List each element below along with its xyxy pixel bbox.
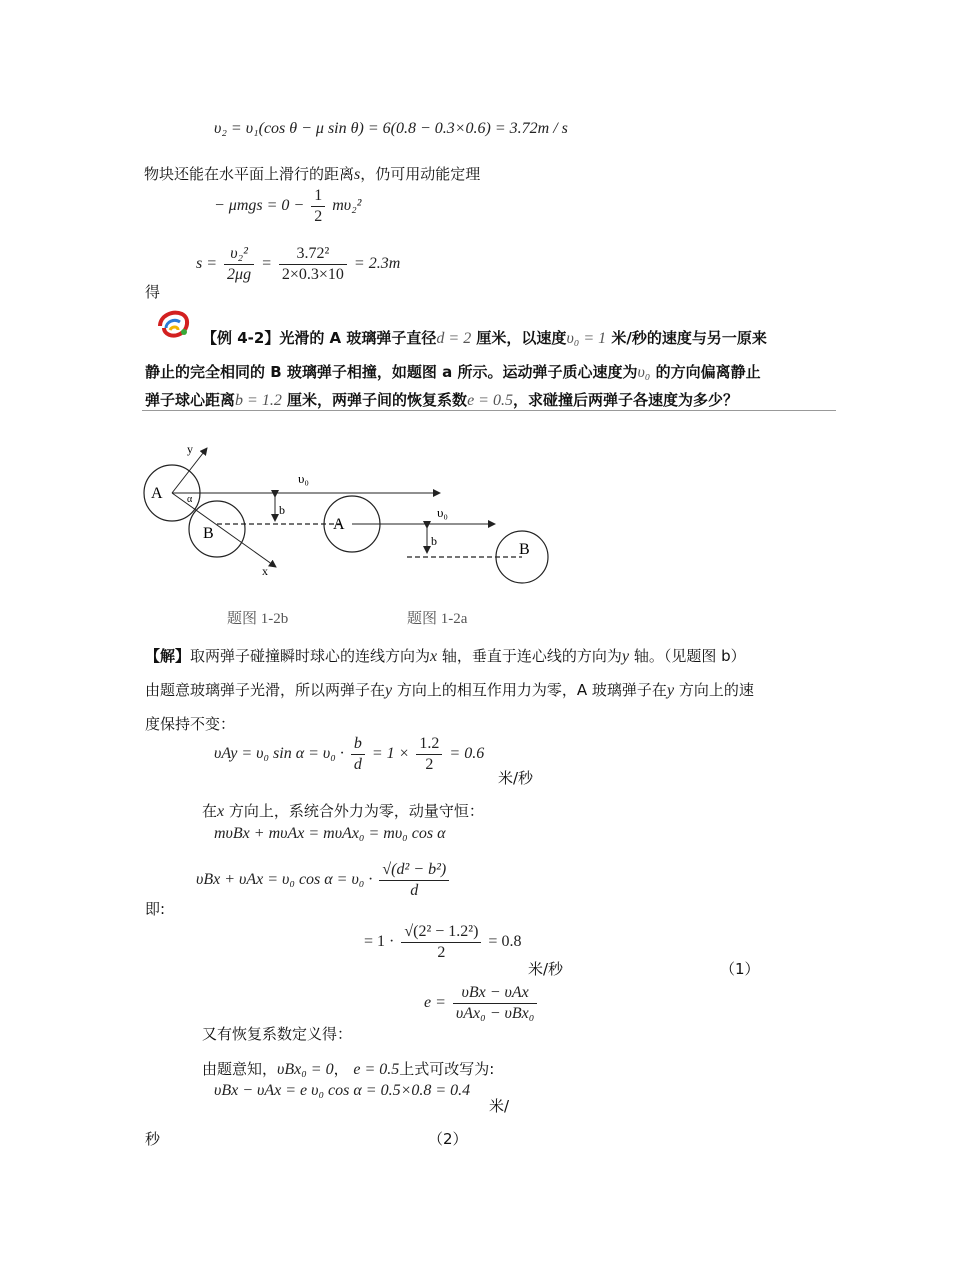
paragraph-known: 由题意知，υBx₀ = 0， e = 0.5上式可改写为: — [202, 1060, 495, 1078]
unit-m-slash: 米/ — [489, 1097, 510, 1115]
equation-s — [196, 244, 400, 285]
divider — [142, 410, 836, 411]
label-b-dist-a: b — [431, 534, 437, 548]
slide-text: 物块还能在水平面上滑行的距离 — [144, 165, 355, 183]
solution-line-2: 由题意玻璃弹子光滑，所以两弹子在y 方向上的相互作用力为零，A 玻璃弹子在y 方向上的速 — [145, 681, 754, 699]
paragraph-definition: 又有恢复系数定义得： — [202, 1025, 353, 1043]
energy-fraction: $\frac{1}{2}$ — [311, 186, 325, 227]
equation-number-2: （2） — [428, 1130, 468, 1148]
example-line-3: 弹子球心距离b = 1.2 厘米，两弹子间的恢复系数e = 0.5，求碰撞后两弹子各速度为多少？ — [145, 391, 738, 409]
equation-momentum: mυBx + mυAx = mυAx₀ = mυ₀ cos α — [214, 825, 446, 842]
example-d-value: d = 2 — [436, 330, 472, 347]
equation-energy — [214, 186, 361, 227]
label-y: y — [187, 442, 193, 456]
energy-left: − μmgs = 0 − — [214, 197, 305, 215]
s-eq: = — [261, 255, 272, 273]
caption-fig-a: 题图 1-2a — [407, 611, 468, 627]
equation-restitution: e = $\frac{\text{υBx − υAx}}{\text{υAx₀ − υBx₀}}$ — [424, 983, 540, 1024]
s-right: = 2.3m — [353, 255, 401, 273]
s-left: s = — [196, 255, 218, 273]
example-b-value: b = 1.2 — [235, 392, 282, 409]
collision-figure — [135, 440, 575, 630]
solution-line-3: 度保持不变： — [145, 715, 236, 733]
solution-line-1: 【解】取两弹子碰撞瞬时球心的连线方向为x 轴，垂直于连心线的方向为y 轴。（见题图 b） — [145, 647, 746, 665]
label-ji: 即: — [145, 900, 166, 918]
unit-s: 秒 — [145, 1130, 161, 1148]
s-fraction-2: $\frac{\text{3.72²}}{2\times 0.3\times 10}$ — [279, 244, 347, 285]
slide-var-s: s — [354, 166, 361, 183]
label-b-dist-b: b — [279, 503, 285, 517]
unit-ms-2: 米/秒 — [528, 960, 564, 978]
s-fraction-1: $\frac{\text{υ₂²}}{2\mu g}$ — [224, 244, 254, 285]
ball-b-b — [189, 501, 245, 557]
energy-right: mυ₂² — [332, 197, 362, 215]
paragraph-x-direction: 在x 方向上，系统合外力为零，动量守恒： — [202, 802, 484, 820]
label-x: x — [262, 564, 268, 578]
paragraph-slide-distance — [144, 163, 480, 184]
label-alpha: α — [187, 494, 193, 505]
equation-sum: υBx + υAx = υ₀ cos α = υ₀ · $\frac{\text{√(d² − b²)}}{d}$ — [196, 860, 452, 901]
example-v0b: υ₀ — [637, 364, 651, 381]
slide-text-tail: ，仍可用动能定理 — [360, 165, 481, 183]
unit-ms-1: 米/秒 — [498, 769, 534, 787]
example-line-2: 静止的完全相同的 B 玻璃弹子相撞，如题图 a 所示。运动弹子质心速度为υ₀ 的方向偏离静止 — [145, 363, 761, 381]
label-de: 得 — [145, 283, 161, 301]
example-swirl-icon — [156, 308, 192, 340]
label-a-b: A — [151, 485, 163, 502]
label-b-a: B — [519, 541, 530, 558]
equation-difference: υBx − υAx = e υ₀ cos α = 0.5×0.8 = 0.4 — [214, 1082, 471, 1099]
label-v0-a: υ₀ — [437, 505, 448, 520]
example-line-1: 【例 4-2】光滑的 A 玻璃弹子直径d = 2 厘米，以速度υ₀ = 1 米/秒的速度与另一原来 — [202, 329, 767, 347]
label-a-a: A — [333, 516, 345, 533]
caption-fig-b: 题图 1-2b — [227, 611, 289, 627]
label-v0-b: υ₀ — [298, 471, 309, 486]
equation-number-1: （1） — [720, 960, 760, 978]
example-e-value: e = 0.5 — [467, 392, 513, 409]
equation-v2: υ₂ = υ₁(cos θ − μ sin θ) = 6(0.8 − 0.3×0.6) = 3.72m / s — [214, 120, 568, 137]
example-v0-value: υ₀ = 1 — [566, 330, 607, 347]
equation-numeric: = 1 · $\frac{\text{√(2² − 1.2²)}}{2}$ = 0.8 — [364, 923, 522, 961]
label-b-b: B — [203, 525, 214, 542]
equation-vay: υAy = υ₀ sin α = υ₀ · $\frac{b}{d}$ = 1 × $\frac{1.2}{2}$ = 0.6 — [214, 735, 485, 773]
